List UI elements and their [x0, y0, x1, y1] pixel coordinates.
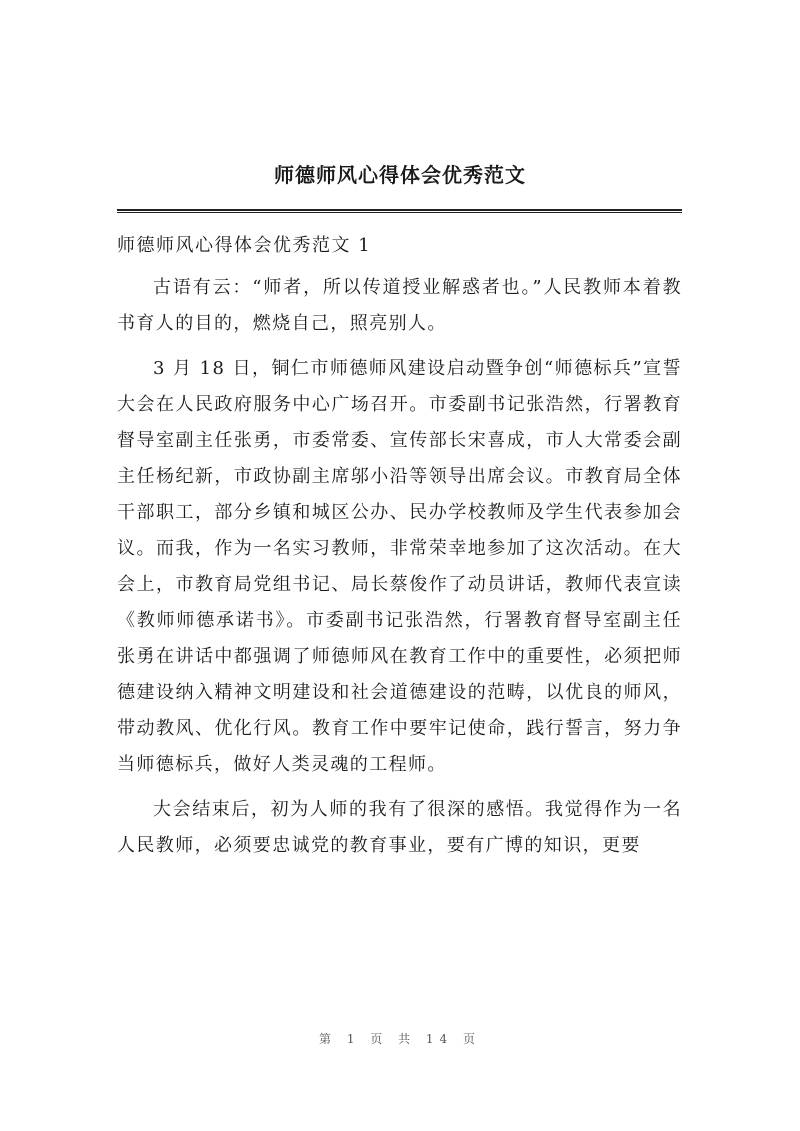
page-number-footer: 第 1 页 共 14 页 — [319, 1032, 481, 1046]
paragraph: 古语有云：“师者，所以传道授业解惑者也。”人民教师本着教书育人的目的，燃烧自己，照亮别人。 — [117, 277, 682, 334]
paragraph: 大会结束后，初为人师的我有了很深的感悟。我觉得作为一名人民教师，必须要忠诚党的教育事业，要有广博的知识，更要 — [117, 799, 682, 856]
body-text — [117, 270, 682, 873]
paragraph: 3 月 18 日，铜仁市师德师风建设启动暨争创“师德标兵”宣誓大会在人民政府服务中心广场召开。市委副书记张浩然，行署教育督导室副主任张勇，市委常委、宣传部长宋喜成，市人大常委会副主任杨纪新，市政协副主席邬小沿等领导出席会议。市教育局全体干部职工，部分乡镇和城区公办、民办学校教师及学生代表参加会议。而我，作为一名实习教师，非常荣幸地参加了这次活动。在大会上，市教育局党组书记、局长蔡俊作了动员讲话，教师代表宣读《教师师德承诺书》。市委副书记张浩然，行署教育督导室副主任张勇在讲话中都强调了师德师风在教育工作中的重要性，必须把师德建设纳入精神文明建设和社会道德建设的范畴，以优良的师风，带动教风、优化行风。教育工作中要牢记使命，践行誓言，努力争当师德标兵，做好人类灵魂的工程师。 — [117, 358, 682, 775]
title-divider — [117, 209, 682, 213]
page-title: 师德师风心得体会优秀范文 — [274, 163, 526, 187]
section-heading: 师德师风心得体会优秀范文 1 — [117, 235, 372, 256]
